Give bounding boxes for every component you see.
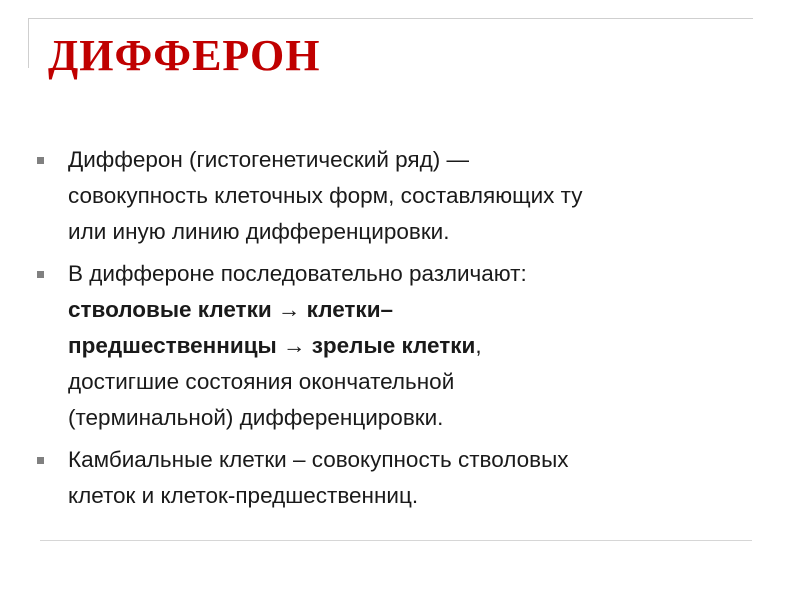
square-bullet-icon [37, 457, 44, 464]
bullet-3-line-2: клеток и клеток-предшественниц. [68, 483, 419, 508]
bullet-item-2 [36, 256, 736, 436]
top-divider [28, 18, 753, 19]
bullet-2-bold-stem-cells: стволовые клетки → клетки– [68, 297, 394, 322]
bullet-1-line-1: Дифферон (гистогенетический ряд) — [68, 147, 469, 172]
bullet-1-line-2: совокупность клеточных форм, составляющих ту [68, 183, 583, 208]
bullet-2-line-2 [68, 292, 736, 328]
bottom-divider [40, 540, 752, 541]
bullet-item-1 [36, 142, 736, 250]
bullet-1-line-3: или иную линию дифференцировки. [68, 219, 450, 244]
square-bullet-icon [37, 271, 44, 278]
bullet-2-line-3 [68, 328, 736, 364]
bullet-item-3 [36, 442, 736, 514]
bullet-2-line-4: достигшие состояния окончательной [68, 369, 455, 394]
bullet-list [36, 142, 736, 514]
bullet-2-line-5: (терминальной) дифференцировки. [68, 405, 444, 430]
bullet-2-bold-mature-cells: предшественницы → зрелые клетки [68, 333, 476, 358]
bullet-2-line-1: В диффероне последовательно различают: [68, 261, 527, 286]
bullet-2-comma: , [475, 333, 482, 358]
square-bullet-icon [37, 157, 44, 164]
slide-title: ДИФФЕРОН [48, 31, 321, 80]
bullet-3-line-1: Камбиальные клетки – совокупность стволовых [68, 447, 569, 472]
left-divider [28, 18, 29, 68]
